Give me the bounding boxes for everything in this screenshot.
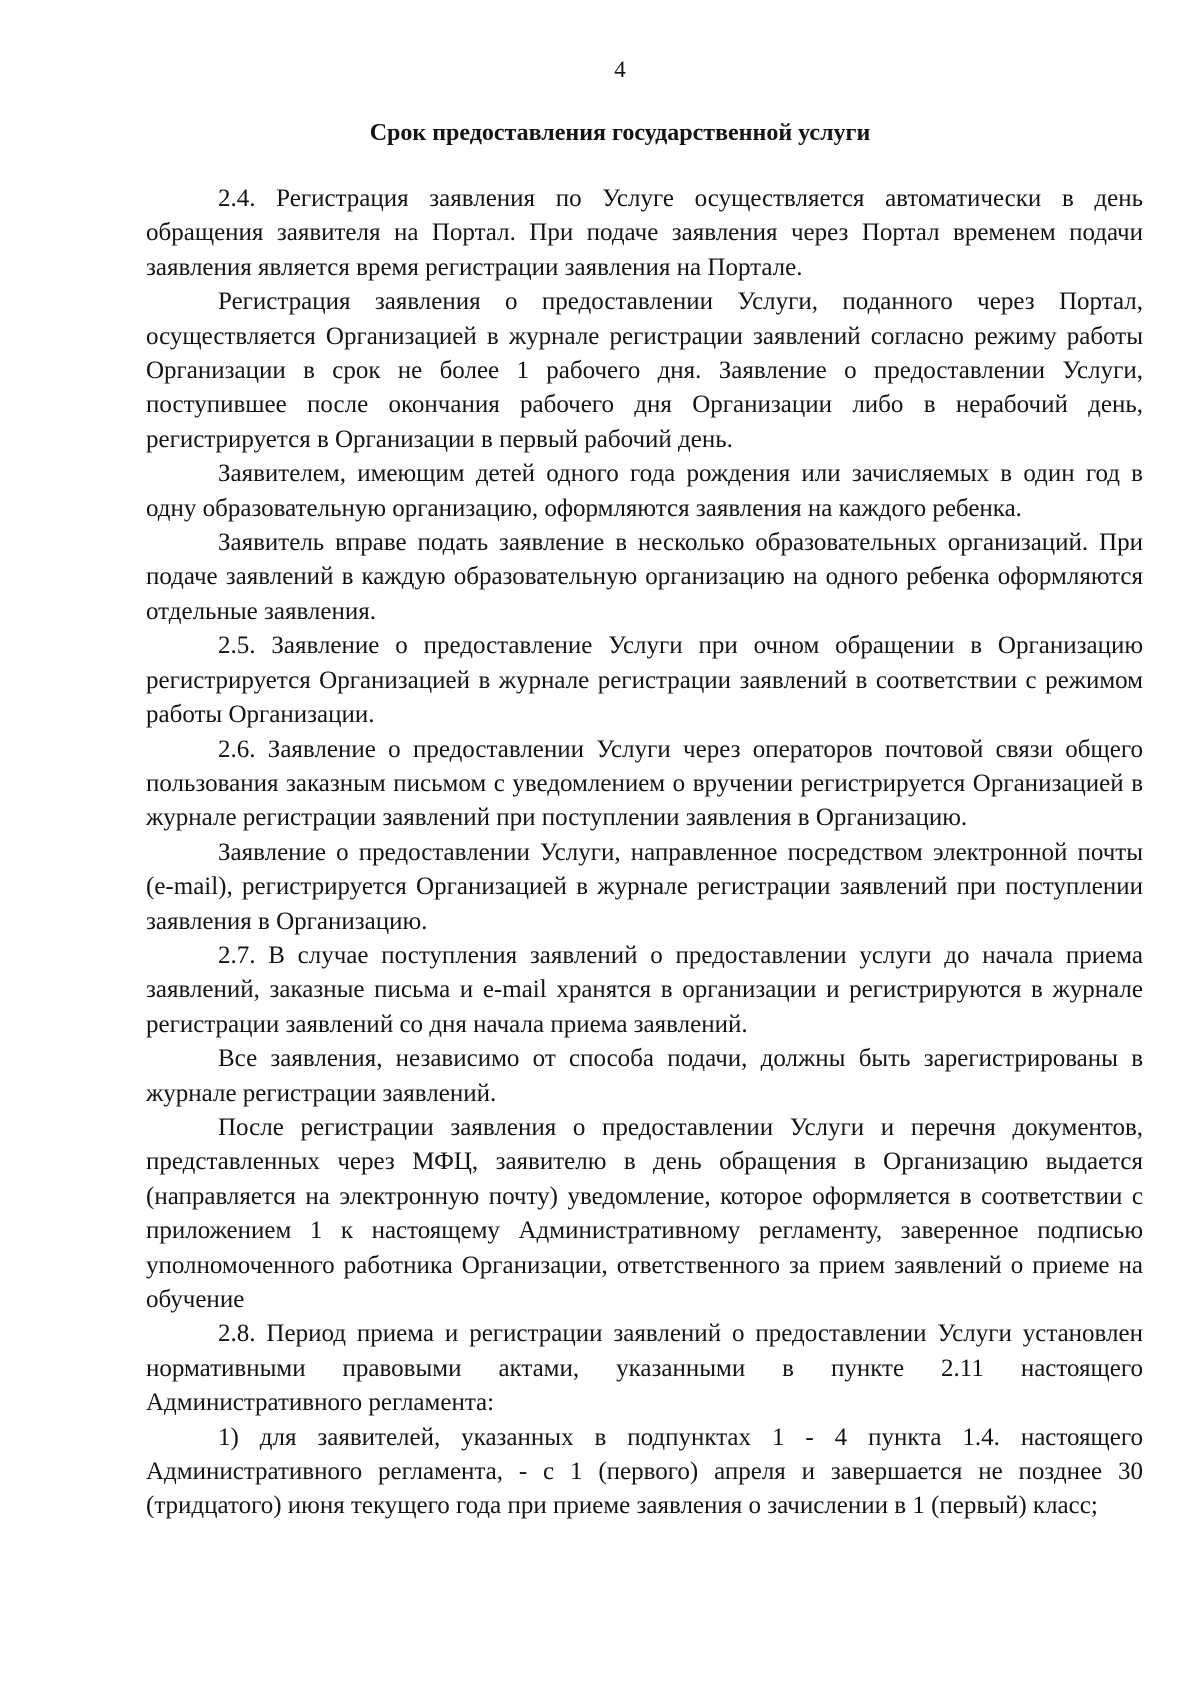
paragraph-email-application: Заявление о предоставлении Услуги, направленное посредством электронной почты (e-mail), регистрируется Организацией в журнале регистрации заявлений при поступлении заявления в Организацию. <box>146 838 1143 935</box>
paragraph-2-6: 2.6. Заявление о предоставлении Услуги через операторов почтовой связи общего пользования заказным письмом с уведомлением о вручении регистрируется Организацией в журнале регистрации заявлений при поступлении заявления в Организацию. <box>146 735 1143 832</box>
paragraph-all-registered: Все заявления, независимо от способа подачи, должны быть зарегистрированы в журнале регистрации заявлений. <box>146 1045 1143 1107</box>
paragraph-multiple-children: Заявителем, имеющим детей одного года рождения или зачисляемых в один год в одну образовательную организацию, оформляются заявления на каждого ребенка. <box>146 460 1143 522</box>
paragraph-registration-portal: Регистрация заявления о предоставлении Услуги, поданного через Портал, осуществляется Организацией в журнале регистрации заявлений согласно режиму работы Организации в срок не более 1 рабочего дня. Заявление о предоставлении Услуги, поступившее после окончания рабочего дня Организации либо в нерабочий день, регистрируется в Организации в первый рабочий день. <box>146 288 1143 453</box>
paragraph-item-1: 1) для заявителей, указанных в подпунктах 1 - 4 пункта 1.4. настоящего Административного регламента, - с 1 (первого) апреля и завершается не позднее 30 (тридцатого) июня текущего года при приеме заявления о зачислении в 1 (первый) класс; <box>146 1423 1143 1520</box>
paragraph-mfc-notification: После регистрации заявления о предоставлении Услуги и перечня документов, представленных через МФЦ, заявителю в день обращения в Организацию выдается (направляется на электронную почту) уведомление, которое оформляется в соответствии с приложением 1 к настоящему Административному регламенту, заверенное подписью уполномоченного работника Организации, ответственного за прием заявлений о приеме на обучение <box>146 1113 1143 1313</box>
section-heading: Срок предоставления государственной услуги <box>369 120 871 146</box>
paragraph-2-5: 2.5. Заявление о предоставление Услуги при очном обращении в Организацию регистрируется Организацией в журнале регистрации заявлений в соответствии с режимом работы Организации. <box>146 632 1143 729</box>
paragraph-multiple-organizations: Заявитель вправе подать заявление в несколько образовательных организаций. При подаче заявлений в каждую образовательную организацию на одного ребенка оформляются отдельные заявления. <box>146 529 1143 625</box>
page-number: 4 <box>614 57 626 82</box>
paragraph-2-7: 2.7. В случае поступления заявлений о предоставлении услуги до начала приема заявлений, заказные письма и e-mail хранятся в организации и регистрируются в журнале регистрации заявлений со дня начала приема заявлений. <box>146 941 1143 1038</box>
paragraph-2-4: 2.4. Регистрация заявления по Услуге осуществляется автоматически в день обращения заявителя на Портал. При подаче заявления через Портал временем подачи заявления является время регистрации заявления на Портале. <box>146 185 1143 281</box>
document-body <box>146 182 1143 1524</box>
paragraph-2-8: 2.8. Период приема и регистрации заявлений о предоставлении Услуги установлен нормативными правовыми актами, указанными в пункте 2.11 настоящего Административного регламента: <box>146 1320 1143 1417</box>
